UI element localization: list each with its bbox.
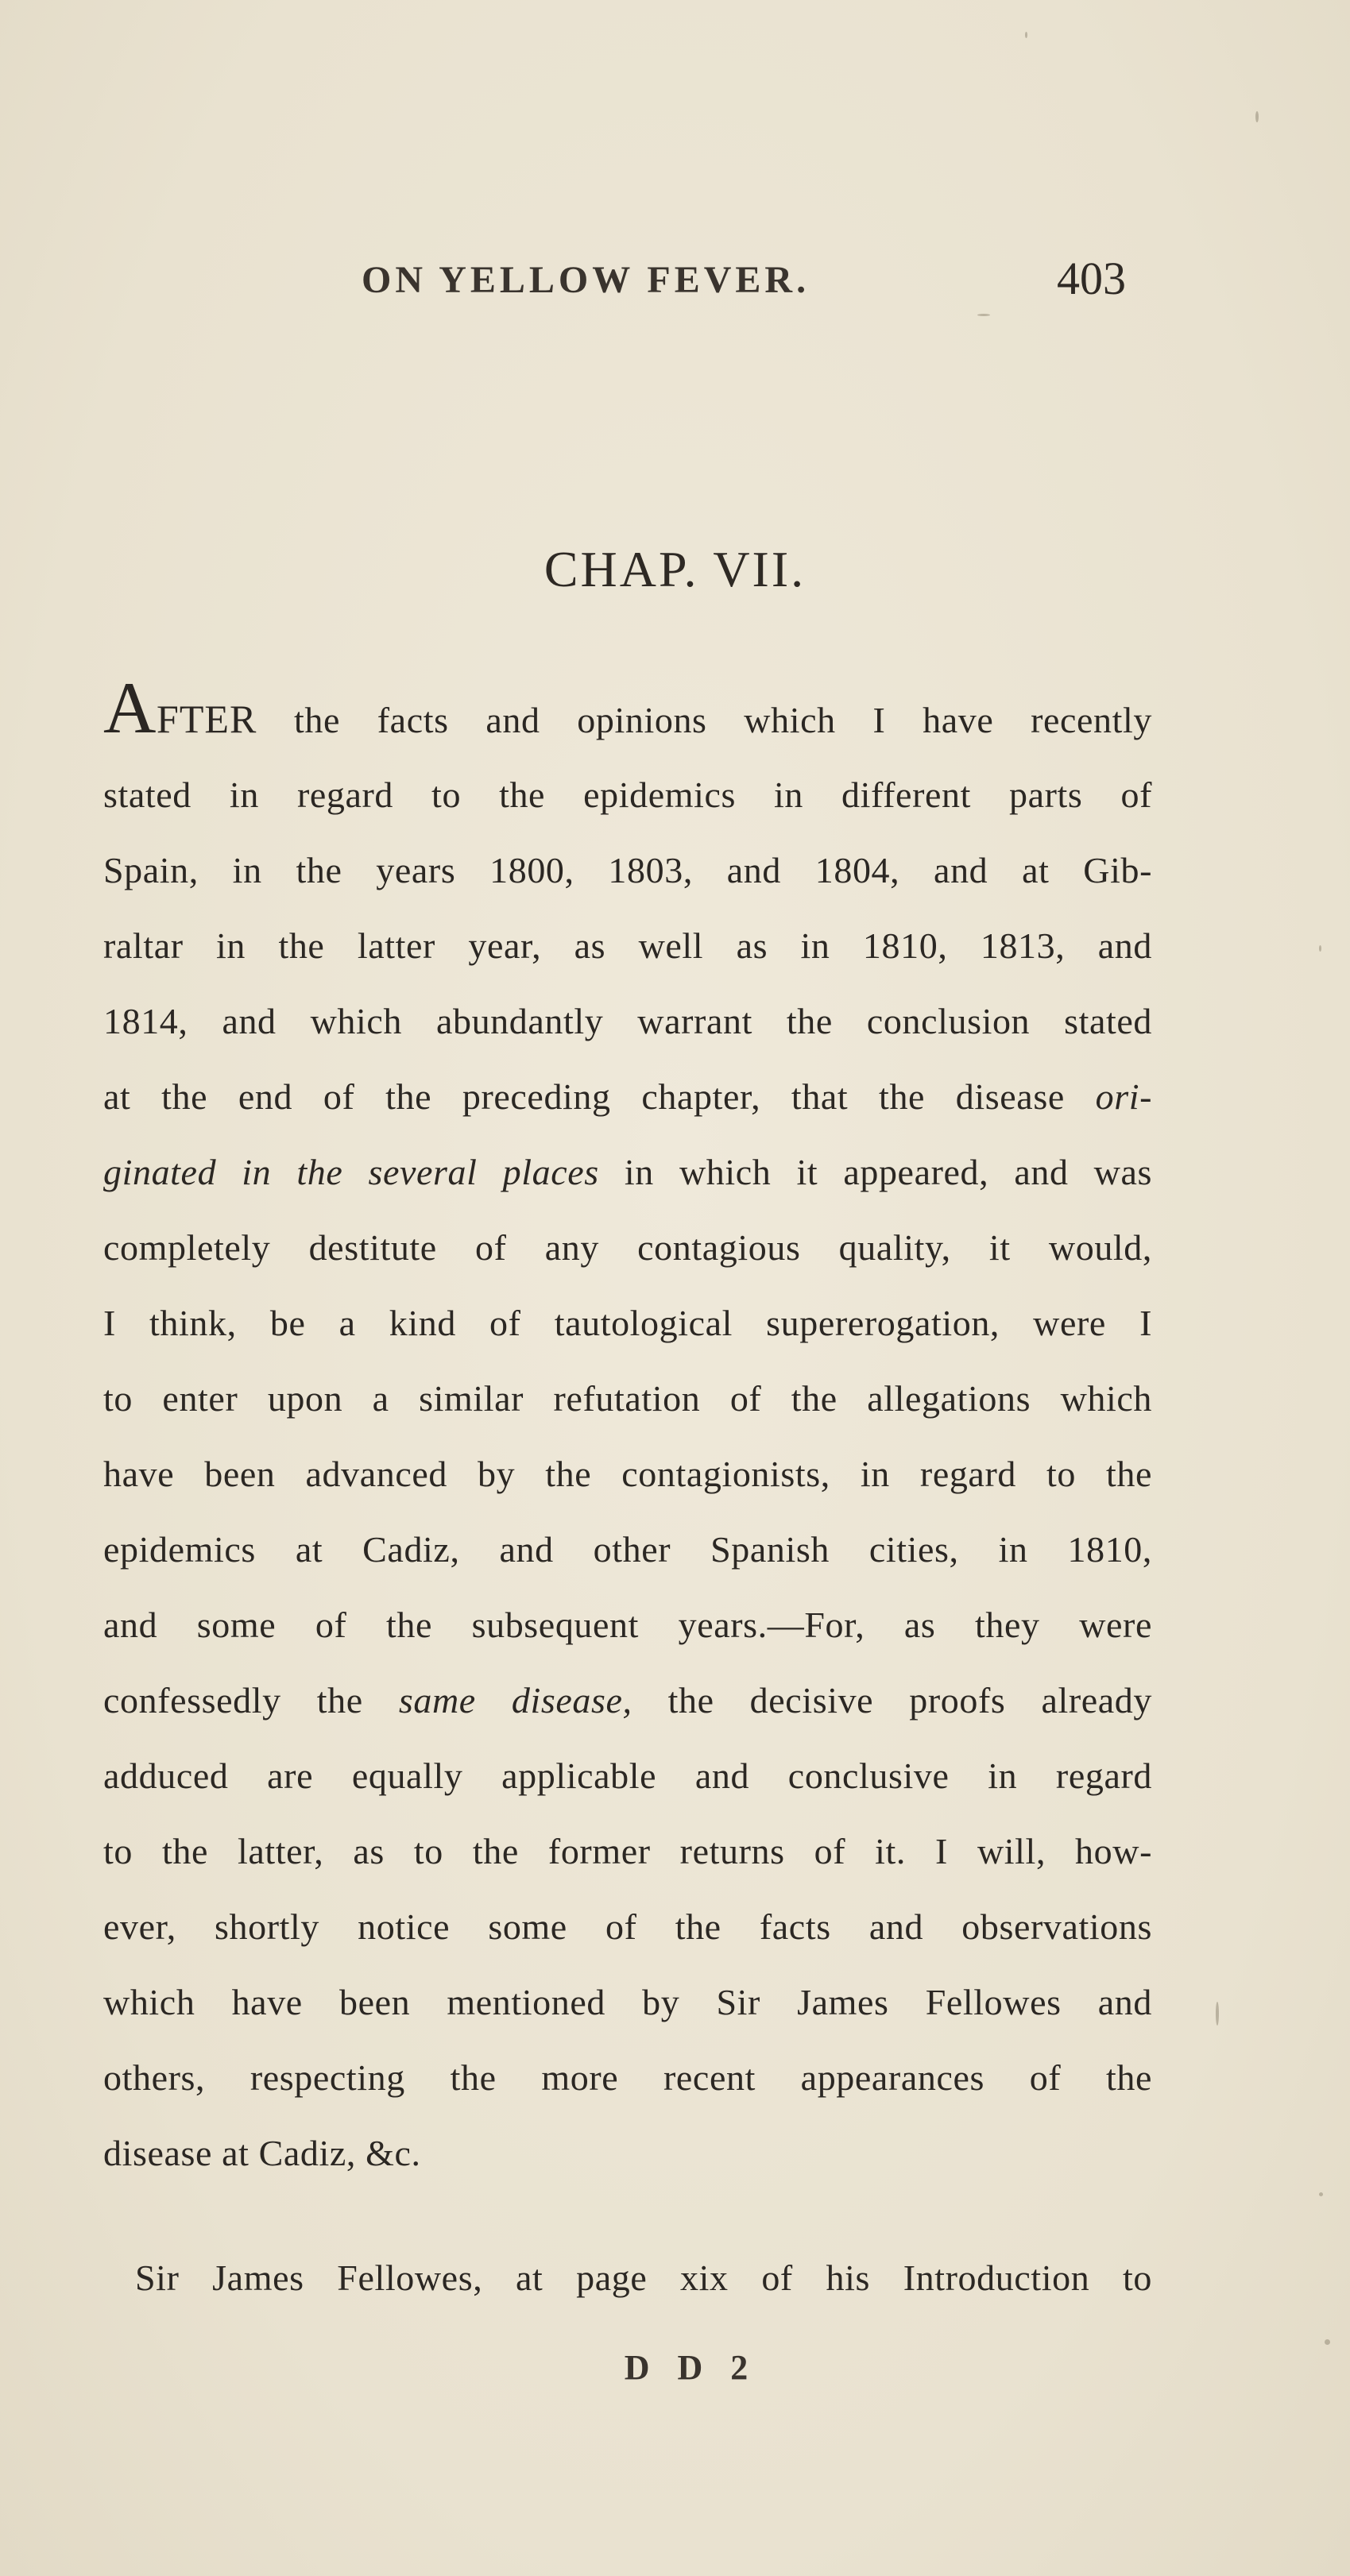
- italic-text: ginated in the several places: [103, 1152, 599, 1192]
- small-caps-word: FTER: [157, 697, 257, 741]
- text-line: have been advanced by the contagionists, in regard to the: [103, 1454, 1152, 1494]
- text-line: and some of the subsequent years.—For, as they were: [103, 1605, 1152, 1645]
- text-line: [103, 667, 1152, 757]
- line-text: confessedly the: [103, 1680, 399, 1721]
- text-line: [103, 1059, 1152, 1134]
- paper-speck: [1255, 111, 1259, 122]
- text-line: ever, shortly notice some of the facts and observations: [103, 1906, 1152, 1947]
- paper-speck: [1025, 32, 1027, 38]
- running-head: [0, 253, 1350, 322]
- text-line: to the latter, as to the former returns of it. I will, how-: [103, 1831, 1152, 1871]
- text-line: epidemics at Cadiz, and other Spanish cities, in 1810,: [103, 1529, 1152, 1570]
- text-line: adduced are equally applicable and conclusive in regard: [103, 1755, 1152, 1796]
- line-text: at the end of the preceding chapter, that the disease: [103, 1076, 1096, 1117]
- text-line: completely destitute of any contagious quality, it would,: [103, 1227, 1152, 1268]
- text-line: raltar in the latter year, as well as in 1810, 1813, and: [103, 925, 1152, 966]
- text-line: 1814, and which abundantly warrant the conclusion stated: [103, 1001, 1152, 1041]
- paper-speck: [1216, 2002, 1219, 2026]
- italic-text: ori-: [1095, 1076, 1152, 1117]
- text-line: others, respecting the more recent appearances of the: [103, 2057, 1152, 2098]
- text-line: disease at Cadiz, &c.: [103, 2133, 421, 2173]
- italic-text: same disease,: [398, 1680, 632, 1721]
- paper-speck: [977, 314, 990, 316]
- paper-speck: [1319, 2192, 1323, 2196]
- text-line: to enter upon a similar refutation of the allegations which: [103, 1378, 1152, 1419]
- line-text: in which it appeared, and was: [598, 1152, 1152, 1192]
- running-title: ON YELLOW FEVER.: [362, 259, 810, 301]
- text-line: stated in regard to the epidemics in different parts of: [103, 774, 1152, 815]
- text-line: I think, be a kind of tautological supererogation, were I: [103, 1303, 1152, 1343]
- line-text: the facts and opinions which I have recently: [257, 700, 1152, 740]
- line-text: the decisive proofs already: [632, 1680, 1152, 1721]
- paragraph-2: [135, 2240, 1152, 2315]
- text-line: Spain, in the years 1800, 1803, and 1804, and at Gib-: [103, 850, 1152, 890]
- text-line: [103, 1663, 1152, 1738]
- chapter-heading: CHAP. VII.: [543, 541, 807, 597]
- paper-speck: [1325, 2339, 1330, 2345]
- signature-mark: D D 2: [624, 2348, 758, 2387]
- drop-cap: A: [103, 667, 157, 748]
- text-line: Sir James Fellowes, at page xix of his Introduction to: [135, 2257, 1152, 2298]
- page-number: 403: [1057, 253, 1126, 304]
- text-line: [103, 1134, 1152, 1210]
- paper-speck: [1319, 945, 1321, 952]
- paragraph-1: [103, 667, 1152, 2191]
- text-line: which have been mentioned by Sir James Fellowes and: [103, 1982, 1152, 2022]
